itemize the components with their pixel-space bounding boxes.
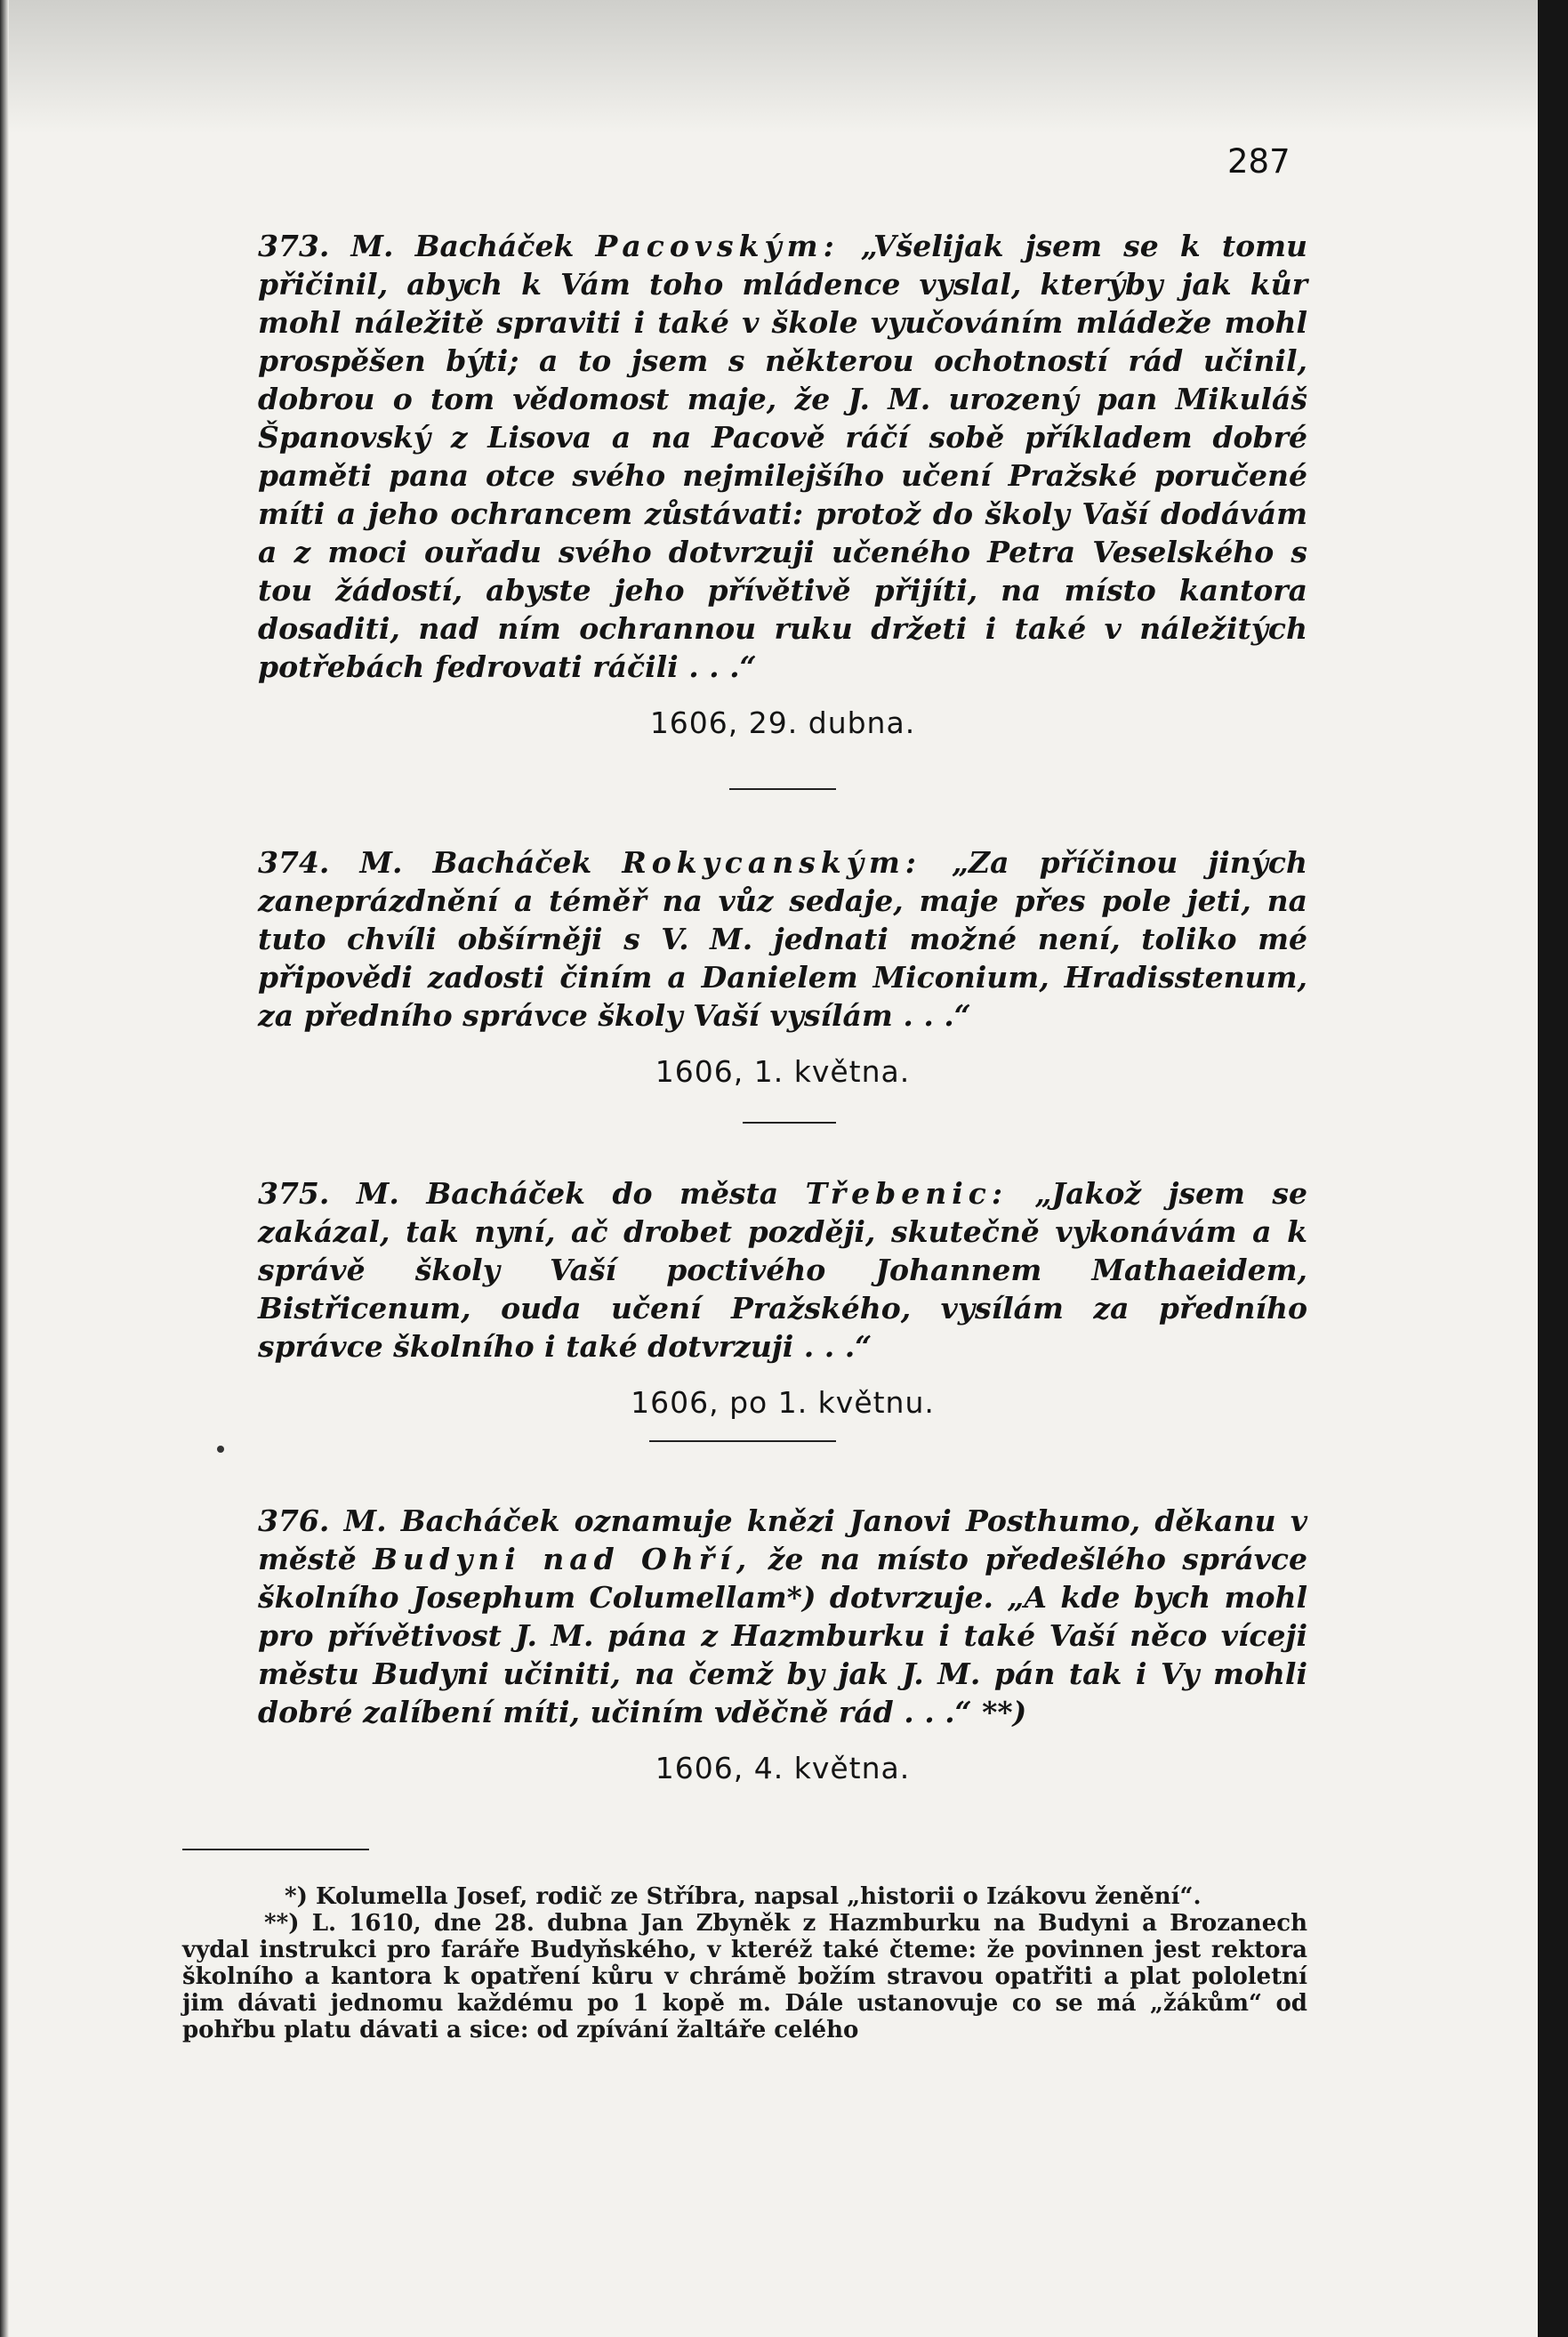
separator-rule <box>743 1122 836 1124</box>
scan-shadow <box>0 0 1568 133</box>
letter-date: 1606, 1. května. <box>655 1054 911 1089</box>
footnote-2: **) L. 1610, dne 28. dubna Jan Zbyněk z Hazmburku na Budyni a Brozanech vydal instrukci pro faráře Budyňského, v kteréž také čteme: že povinnen jest rektora školního a kantora k opatření kůru v chrámě božím stravou opatřiti a plat pololetní jim dávati jednomu každému po 1 kopě m. Dále ustanovuje co se má „žákům“ od pohřbu platu dávati a sice: od zpívání žaltáře celého <box>182 1910 1307 2043</box>
letter-date: 1606, po 1. květnu. <box>631 1385 935 1420</box>
footnote-1: *) Kolumella Josef, rodič ze Stříbra, napsal „historii o Izákovu ženění“. <box>285 1883 1202 1910</box>
letter-recipient: Pacovským: <box>595 229 840 263</box>
separator-rule <box>649 1440 836 1442</box>
letter-373 <box>258 227 1307 740</box>
letter-375 <box>258 1174 1307 1420</box>
letter-body <box>258 1174 1307 1366</box>
letter-date: 1606, 4. května. <box>655 1751 911 1785</box>
letter-author: M. Bacháček <box>359 845 592 880</box>
letter-recipient: Rokycanským: <box>622 845 921 880</box>
letter-text: „Za příčinou jiných zaneprázdnění a téměř na vůz sedaje, maje přes pole jeti, na tuto chvíli obšírněji s V. M. jednati možné není, toliko mé připovědi zadosti činím a Danielem Miconium, Hradisstenum, za předního správce školy Vaší vysílám . . .“ <box>258 845 1307 1033</box>
letter-376 <box>258 1502 1307 1785</box>
letter-body <box>258 843 1307 1035</box>
separator-rule <box>729 788 836 790</box>
letter-text: „Všelijak jsem se k tomu přičinil, abych k Vám toho mládence vyslal, kterýby jak kůr mohl náležitě spraviti i také v škole vyučováním mládeže mohl prospěšen býti; a to jsem s některou ochotností rád učinil, dobrou o tom vědomost maje, že J. M. urozený pan Mikuláš Španovský z Lisova a na Pacově ráčí sobě příkladem dobré paměti pana otce svého nejmilejšího učení Pražské poručené míti a jeho ochrancem zůstávati: protož do školy Vaší dodávám a z moci ouřadu svého dotvrzuji učeného Petra Veselského s tou žádostí, abyste jeho přívětivě přijíti, na místo kantora dosaditi, nad ním ochrannou ruku držeti i také v náležitých potřebách fedrovati ráčili . . .“ <box>258 229 1307 684</box>
scan-right-edge <box>1538 0 1568 2337</box>
footnote-rule <box>182 1849 369 1850</box>
letter-text-before: oznamuje knězi Janovi Posthumo, děkanu v městě <box>258 1503 1307 1576</box>
letter-author: M. Bacháček <box>343 1503 560 1538</box>
letter-body <box>258 227 1307 686</box>
letter-date: 1606, 29. dubna. <box>649 705 916 740</box>
letter-text: „Jakož jsem se zakázal, tak nyní, ač drobet později, skutečně vykonávám a k správě školy Vaší poctivého Johannem Mathaeidem, Bistřicenum, ouda učení Pražského, vysílám za předního správce školního i také dotvrzuji . . .“ <box>258 1176 1308 1364</box>
letter-recipient: Třebenic: <box>805 1176 1009 1211</box>
letter-author: M. Bacháček <box>356 1176 586 1211</box>
letter-number: 374. <box>258 845 330 880</box>
scan-left-edge <box>0 0 9 2337</box>
letter-number: 375. <box>258 1176 330 1211</box>
letter-author: M. Bacháček <box>350 229 575 263</box>
letter-recipient: Budyni nad Ohří, <box>373 1542 752 1576</box>
page-number: 287 <box>1227 142 1291 181</box>
letter-number: 376. <box>258 1503 330 1538</box>
letter-374 <box>258 843 1307 1089</box>
footnotes <box>182 1883 1307 2043</box>
letter-text: že na místo předešlého správce školního Josephum Columellam*) dotvrzuje. „A kde bych mohl pro přívětivost J. M. pána z Hazmburku i také Vaší něco víceji městu Budyni učiniti, na čemž by jak J. M. pán tak i Vy mohli dobré zalíbení míti, učiním vděčně rád . . .“ **) <box>258 1542 1307 1729</box>
letter-body <box>258 1502 1307 1731</box>
letter-number: 373. <box>258 229 330 263</box>
print-speck <box>217 1446 224 1453</box>
letter-prefix: do města <box>612 1176 779 1211</box>
